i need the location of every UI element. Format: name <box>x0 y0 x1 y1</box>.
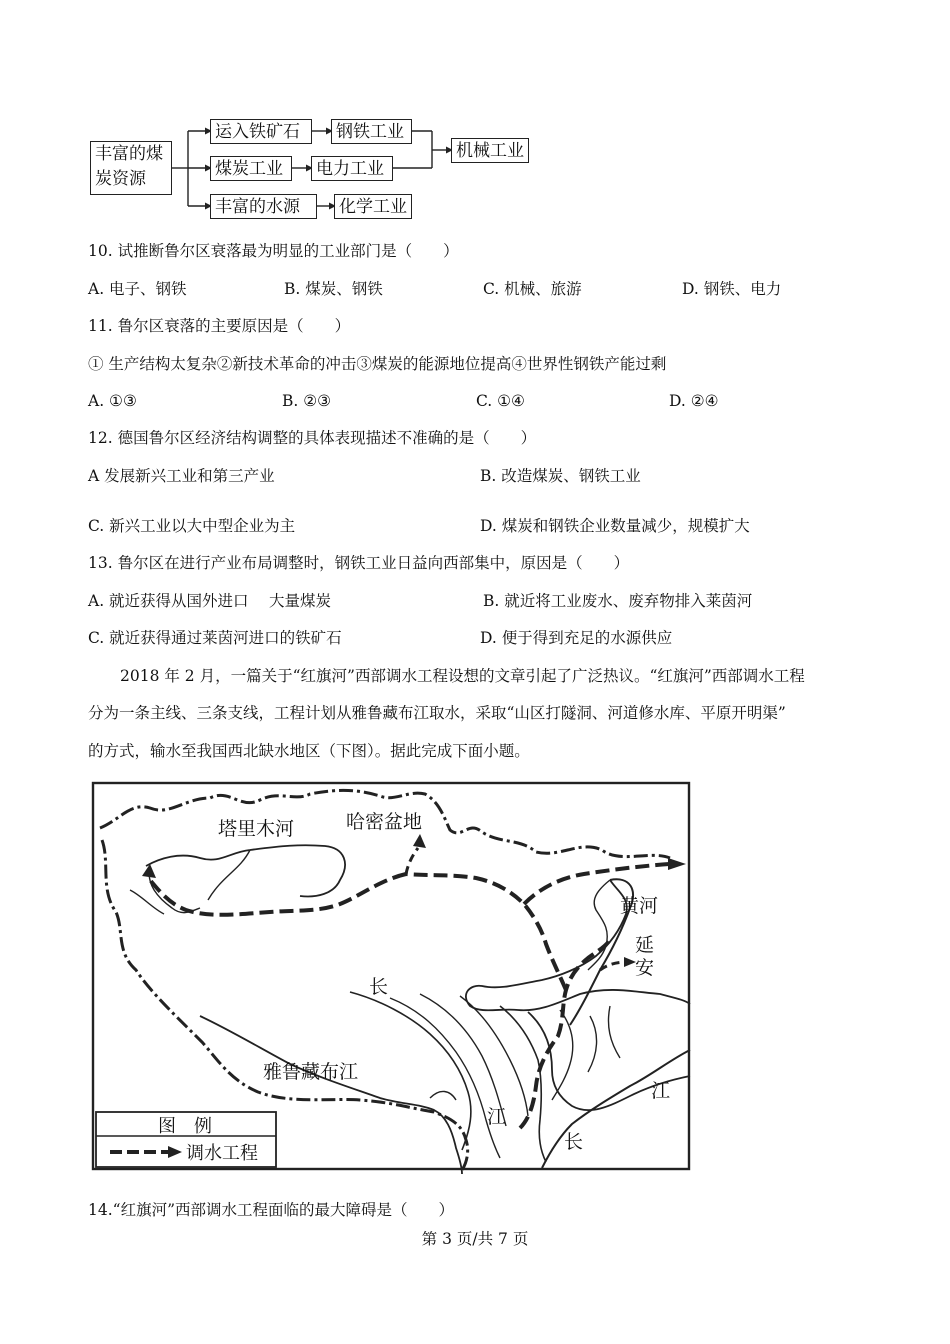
q12-option-d: D. 煤炭和钢铁企业数量减少，规模扩大 <box>480 517 750 535</box>
q13-option-b: B. 就近将工业废水、废弃物排入莱茵河 <box>483 592 753 610</box>
box-power: 电力工业 <box>311 156 393 181</box>
q13-option-a: A. 就近获得从国外进口 大量煤炭 <box>88 592 331 610</box>
label-yellow-river: 黄河 <box>620 895 659 917</box>
q12-stem: 12. 德国鲁尔区经济结构调整的具体表现描述不准确的是（ ） <box>88 429 537 447</box>
diversion-hami <box>406 848 418 874</box>
q11-option-d: D. ②④ <box>669 392 719 410</box>
box-iron-ore: 运入铁矿石 <box>210 119 312 144</box>
q11-option-c: C. ①④ <box>476 392 525 410</box>
label-jiang-east: 江 <box>651 1080 671 1102</box>
box-coal: 煤炭工业 <box>210 156 292 181</box>
q14-stem: 14.“红旗河”西部调水工程面临的最大障碍是（ ） <box>88 1201 454 1219</box>
label-yan: 延 <box>635 934 655 956</box>
source-line-2: 炭资源 <box>95 169 146 189</box>
label-an: 安 <box>635 957 655 979</box>
q10-option-c: C. 机械、旅游 <box>483 280 582 298</box>
diversion-west-b <box>150 874 406 915</box>
label-chang-lower: 长 <box>564 1131 584 1153</box>
q11-option-a: A. ①③ <box>88 392 137 410</box>
tarim-river <box>146 845 345 896</box>
label-tarim-river: 塔里木河 <box>218 818 295 840</box>
label-yarlung-tsangpo: 雅鲁藏布江 <box>263 1061 359 1083</box>
q12-option-a: A 发展新兴工业和第三产业 <box>88 467 275 485</box>
box-chemical: 化学工业 <box>334 194 412 219</box>
passage-line-3: 的方式，输水至我国西北缺水地区（下图）。据此完成下面小题。 <box>88 742 530 760</box>
label-chang-upper: 长 <box>369 976 389 998</box>
q10-option-a: A. 电子、钢铁 <box>88 280 187 298</box>
q10-option-b: B. 煤炭、钢铁 <box>284 280 383 298</box>
q13-option-d: D. 便于得到充足的水源供应 <box>480 629 673 647</box>
source-box <box>90 141 172 195</box>
label-hami-basin: 哈密盆地 <box>346 811 423 833</box>
label-jiang-lower: 江 <box>487 1106 507 1128</box>
box-water: 丰富的水源 <box>210 194 317 219</box>
passage-line-2: 分为一条主线、三条支线，工程计划从雅鲁藏布江取水，采取“山区打隧洞、河道修水库、平原开明渠” <box>88 704 786 722</box>
box-machinery: 机械工业 <box>451 138 529 163</box>
box-steel: 钢铁工业 <box>331 119 412 144</box>
legend-item-diversion: 调水工程 <box>186 1143 258 1164</box>
q12-option-b: B. 改造煤炭、钢铁工业 <box>480 467 641 485</box>
q13-stem: 13. 鲁尔区在进行产业布局调整时，钢铁工业日益向西部集中，原因是（ ） <box>88 554 630 572</box>
flowchart-connectors <box>0 0 950 230</box>
legend-title: 图 例 <box>158 1116 212 1137</box>
q10-option-d: D. 钢铁、电力 <box>682 280 782 298</box>
yangtze-upper <box>350 992 471 1150</box>
q11-stem: 11. 鲁尔区衰落的主要原因是（ ） <box>88 317 351 335</box>
passage-line-1: 2018 年 2 月，一篇关于“红旗河”西部调水工程设想的文章引起了广泛热议。“红旗河”西部调水工程 <box>120 667 805 685</box>
q11-option-b: B. ②③ <box>282 392 332 410</box>
q12-option-c: C. 新兴工业以大中型企业为主 <box>88 517 296 535</box>
page-footer: 第 3 页/共 7 页 <box>421 1230 529 1248</box>
q10-stem: 10. 试推断鲁尔区衰落最为明显的工业部门是（ ） <box>88 242 459 260</box>
q13-option-c: C. 就近获得通过莱茵河进口的铁矿石 <box>88 629 342 647</box>
water-diversion-map <box>90 780 696 1175</box>
source-line-1: 丰富的煤 <box>95 144 163 164</box>
q11-statements: ① 生产结构太复杂②新技术革命的冲击③煤炭的能源地位提高④世界性钢铁产能过剩 <box>88 355 667 373</box>
